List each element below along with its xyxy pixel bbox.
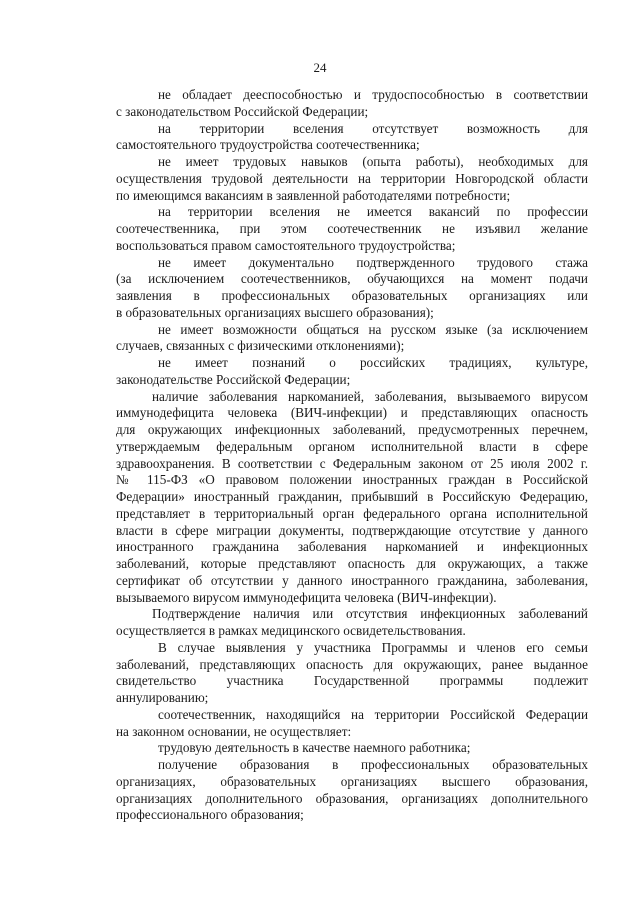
text-line: организациях дополнительного образования, организациях дополнительного xyxy=(116,790,588,806)
text-line: не имеет возможности общаться на русском языке (за исключением xyxy=(158,321,588,337)
text-line: не обладает дееспособностью и трудоспособностью в соответствии xyxy=(158,87,588,102)
text-line: представляет в территориальный орган федерального органа исполнительной xyxy=(116,505,588,521)
paragraph xyxy=(116,606,588,640)
text-line: иммунодефицита человека (ВИЧ-инфекции) и представляющих опасность xyxy=(116,405,588,421)
text-line: свидетельство участника Государственной программы подлежит xyxy=(116,673,588,689)
text-line: осуществляется в рамках медицинского освидетельствования. xyxy=(116,623,466,638)
paragraph xyxy=(116,154,588,204)
paragraph xyxy=(116,204,588,254)
text-line: (за исключением соотечественников, обучающихся на момент подачи xyxy=(116,271,588,287)
text-line: не имеет познаний о российских традициях, культуре, xyxy=(158,355,588,370)
text-line: не имеет документально подтвержденного трудового стажа xyxy=(158,254,588,270)
text-line: самостоятельного трудоустройства соотечественника; xyxy=(116,137,420,153)
text-line: не имеет трудовых навыков (опыта работы), необходимых для xyxy=(158,154,588,169)
paragraph xyxy=(116,87,588,121)
paragraph xyxy=(116,707,588,741)
text-line: соотечественника, при этом соотечественник не изъявил желание xyxy=(116,221,588,236)
text-line: заявления в профессиональных образовательных организациях или xyxy=(116,288,588,303)
text-line: утверждаемым федеральным органом исполнительной власти в сфере xyxy=(116,438,588,454)
text-line: вызываемого вирусом иммунодефицита человека (ВИЧ-инфекции). xyxy=(116,589,497,605)
text-line: В случае выявления у участника Программы и членов его семьи xyxy=(158,639,588,655)
page-number: 24 xyxy=(313,60,327,75)
paragraph xyxy=(116,757,588,824)
text-line: получение образования в профессиональных образовательных xyxy=(158,757,588,772)
text-line: Подтверждение наличия или отсутствия инфекционных заболеваний xyxy=(152,606,588,622)
text-line: законодательстве Российской Федерации; xyxy=(116,371,351,387)
paragraph xyxy=(116,255,588,322)
text-line: здравоохранения. В соответствии с Федеральным законом от 25 июля 2002 г. xyxy=(116,455,588,471)
paragraph xyxy=(116,121,588,155)
text-line: заболеваний, представляющих опасность для окружающих, ранее выданное xyxy=(116,656,588,672)
text-line: иностранного гражданина заболевания наркоманией и инфекционных xyxy=(116,539,588,555)
text-line: аннулированию; xyxy=(116,690,209,705)
text-line: на территории вселения отсутствует возможность для xyxy=(158,120,588,136)
text-line: на законном основании, не осуществляет: xyxy=(116,723,352,739)
text-line: трудовую деятельность в качестве наемного работника; xyxy=(158,740,471,756)
text-line: сертификат об отсутствии у данного иностранного гражданина, заболевания, xyxy=(116,572,588,588)
paragraph xyxy=(116,640,588,707)
text-line: с законодательством Российской Федерации; xyxy=(116,103,369,119)
text-line: осуществления трудовой деятельности на территории Новгородской области xyxy=(116,170,588,186)
text-line: воспользоваться правом самостоятельного трудоустройства; xyxy=(116,237,456,253)
text-line: № 115-ФЗ «О правовом положении иностранных граждан в Российской xyxy=(116,472,588,488)
paragraph xyxy=(116,322,588,356)
text-line: организациях, образовательных организациях высшего образования, xyxy=(116,773,588,789)
text-line: Федерации» иностранный гражданин, прибывший в Российскую Федерацию, xyxy=(116,489,588,504)
paragraph xyxy=(116,740,588,757)
paragraph xyxy=(116,355,588,389)
text-line: профессионального образования; xyxy=(116,807,304,823)
paragraph xyxy=(116,389,588,607)
text-line: наличие заболевания наркоманией, заболевания, вызываемого вирусом xyxy=(152,388,588,404)
text-line: власти в сфере миграции документы, подтверждающие отсутствие у данного xyxy=(116,522,588,538)
text-line: заболеваний, которые представляют опасность для окружающих, а также xyxy=(116,556,588,571)
text-line: случаев, связанных с физическими отклонениями); xyxy=(116,338,405,354)
text-line: соотечественник, находящийся на территории Российской Федерации xyxy=(158,706,588,722)
text-line: для окружающих инфекционных заболеваний, предусмотренных перечнем, xyxy=(116,422,588,437)
text-line: на территории вселения не имеется вакансий по профессии xyxy=(158,204,588,220)
text-line: по имеющимся вакансиям в заявленной работодателями потребности; xyxy=(116,187,511,203)
text-line: в образовательных организациях высшего образования); xyxy=(116,304,434,320)
document-body xyxy=(116,87,588,824)
